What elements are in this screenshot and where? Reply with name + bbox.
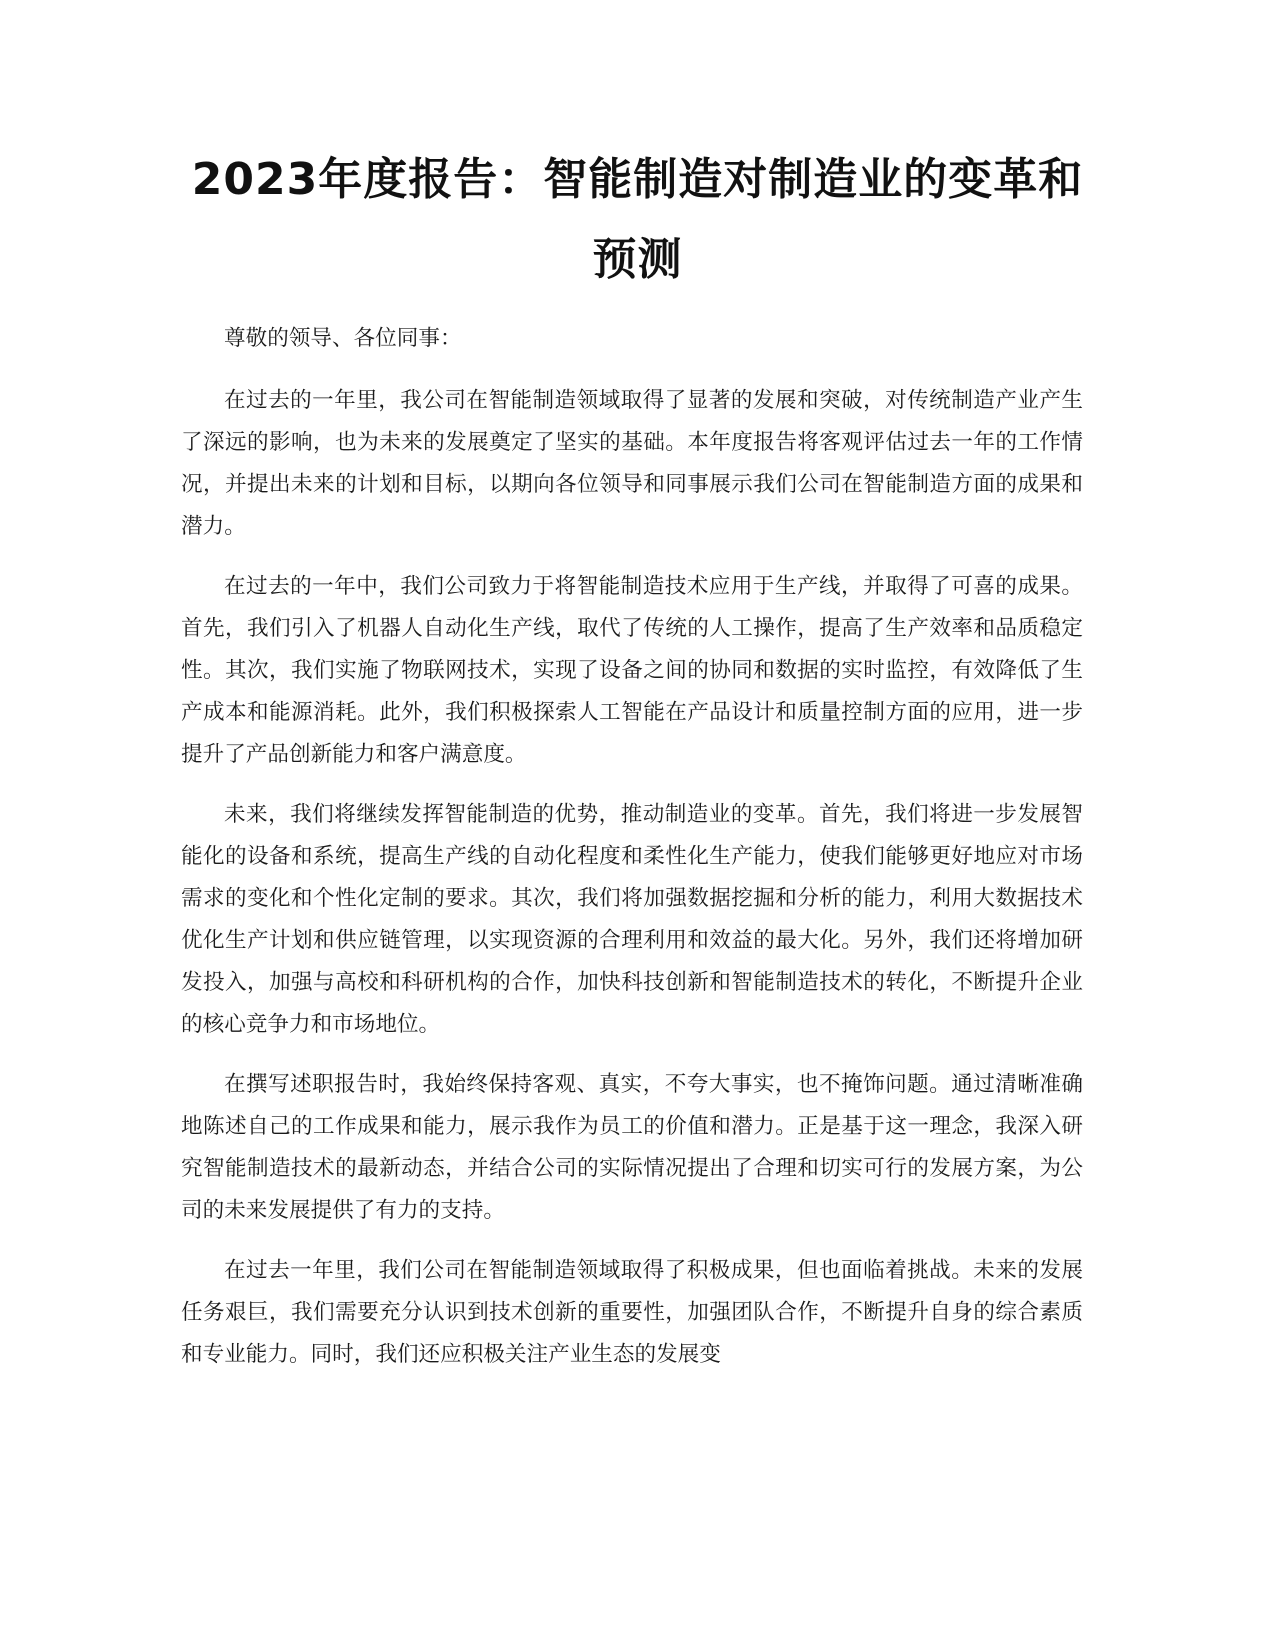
paragraph-2: 在过去的一年中，我们公司致力于将智能制造技术应用于生产线，并取得了可喜的成果。首先，我们引入了机器人自动化生产线，取代了传统的人工操作，提高了生产效率和品质稳定性。其次，我们实施了物联网技术，实现了设备之间的协同和数据的实时监控，有效降低了生产成本和能源消耗。此外，我们积极探索人工智能在产品设计和质量控制方面的应用，进一步提升了产品创新能力和客户满意度。 — [181, 574, 1083, 767]
title-line-2: 预测 — [592, 234, 683, 285]
document-title — [170, 140, 1105, 300]
title-line-1: 2023年度报告：智能制造对制造业的变革和 — [191, 154, 1084, 205]
document-body — [181, 318, 1083, 1394]
paragraph-1: 在过去的一年里，我公司在智能制造领域取得了显著的发展和突破，对传统制造产业产生了深远的影响，也为未来的发展奠定了坚实的基础。本年度报告将客观评估过去一年的工作情况，并提出未来的计划和目标，以期向各位领导和同事展示我们公司在智能制造方面的成果和潜力。 — [181, 388, 1083, 539]
paragraph-5: 在过去一年里，我们公司在智能制造领域取得了积极成果，但也面临着挑战。未来的发展任务艰巨，我们需要充分认识到技术创新的重要性，加强团队合作，不断提升自身的综合素质和专业能力。同时，我们还应积极关注产业生态的发展变 — [181, 1258, 1083, 1367]
paragraph-3: 未来，我们将继续发挥智能制造的优势，推动制造业的变革。首先，我们将进一步发展智能化的设备和系统，提高生产线的自动化程度和柔性化生产能力，使我们能够更好地应对市场需求的变化和个性化定制的要求。其次，我们将加强数据挖掘和分析的能力，利用大数据技术优化生产计划和供应链管理，以实现资源的合理利用和效益的最大化。另外，我们还将增加研发投入，加强与高校和科研机构的合作，加快科技创新和智能制造技术的转化，不断提升企业的核心竞争力和市场地位。 — [181, 802, 1083, 1037]
paragraph-4: 在撰写述职报告时，我始终保持客观、真实，不夸大事实，也不掩饰问题。通过清晰准确地陈述自己的工作成果和能力，展示我作为员工的价值和潜力。正是基于这一理念，我深入研究智能制造技术的最新动态，并结合公司的实际情况提出了合理和切实可行的发展方案，为公司的未来发展提供了有力的支持。 — [181, 1072, 1083, 1223]
greeting: 尊敬的领导、各位同事： — [224, 326, 462, 351]
